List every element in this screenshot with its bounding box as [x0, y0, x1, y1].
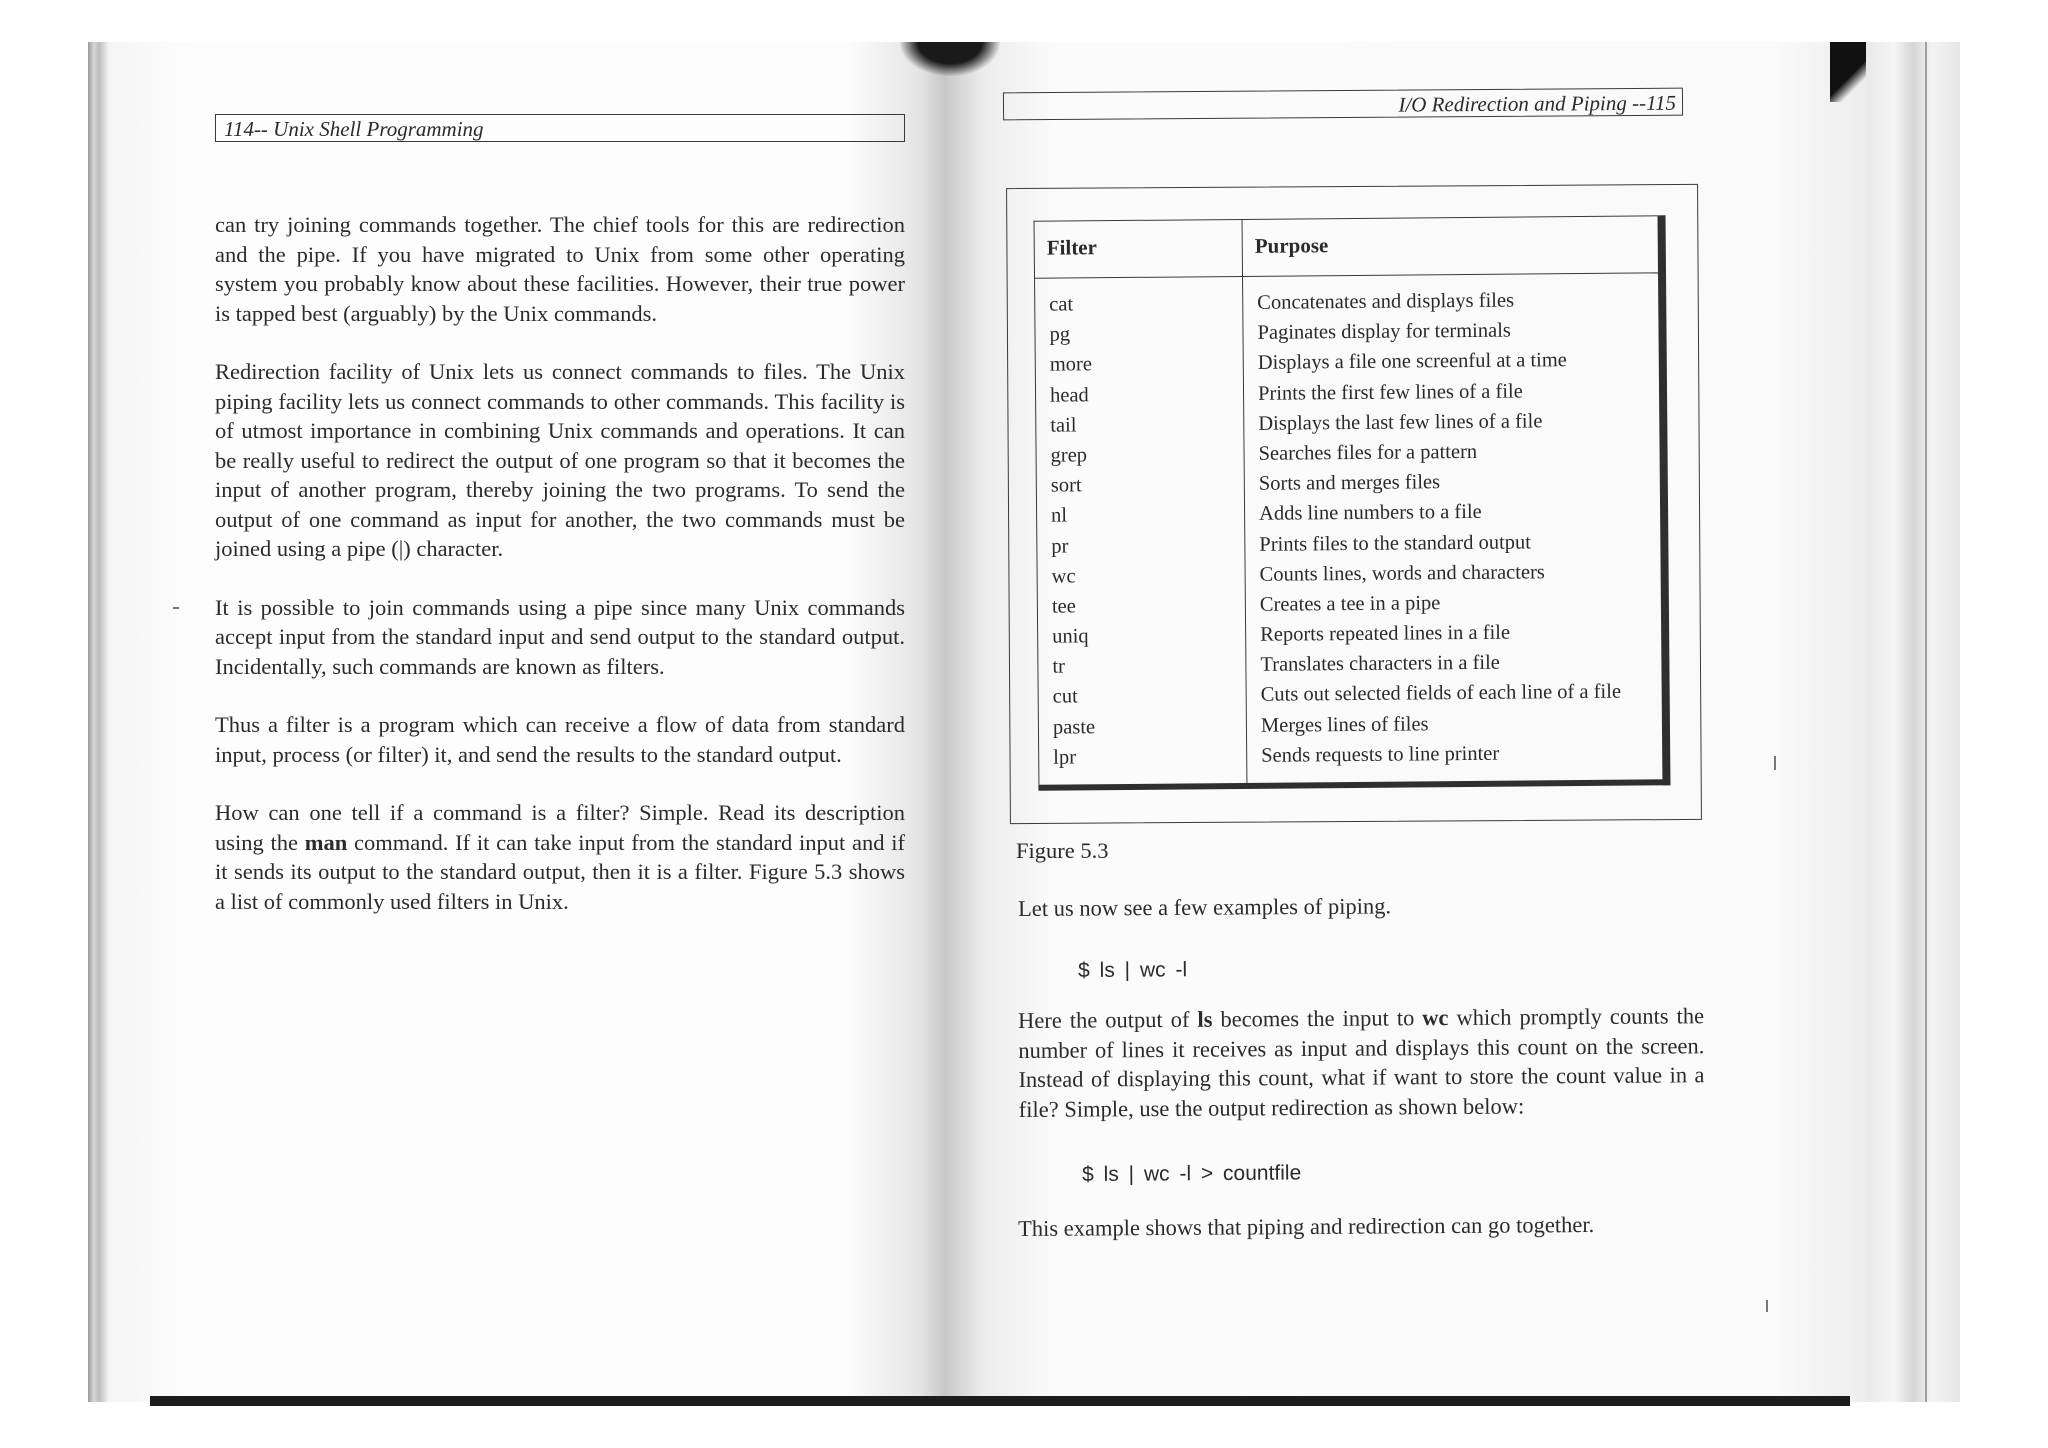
left-page-edge [88, 42, 108, 1402]
filter-name: cut [1052, 685, 1078, 709]
filter-purpose: Counts lines, words and characters [1259, 561, 1545, 586]
filter-name: grep [1050, 444, 1088, 467]
filter-name: tail [1050, 414, 1077, 437]
right-running-head: I/O Redirection and Piping --115 [1003, 88, 1683, 121]
paragraph-5 [215, 798, 905, 916]
filter-table [1034, 215, 1671, 790]
paragraph-3: It is possible to join commands using a pipe since many Unix commands accept input from the standard input and send output to the standard output. Incidentally, such commands are known as filters. [215, 594, 905, 679]
filter-purpose: Reports repeated lines in a file [1260, 621, 1511, 646]
command-example-1: $ ls | wc -l [1078, 958, 1188, 982]
scan-speck [173, 607, 179, 609]
paragraph-5-text-b: command. If it can take input from the standard input and if it sends its output to the standard output, then it is a filter. Figure 5.3 shows a list of commonly used filters in Unix. [215, 829, 905, 914]
filter-purpose: Prints the first few lines of a file [1257, 380, 1523, 405]
filter-purpose: Displays a file one screenful at a time [1257, 349, 1567, 375]
filter-name: tee [1051, 595, 1076, 618]
filter-purpose: Searches files for a pattern [1258, 440, 1478, 465]
filter-purpose: Concatenates and displays files [1257, 289, 1515, 314]
filter-name: pg [1049, 323, 1071, 346]
filter-name: lpr [1053, 746, 1077, 769]
scan-speck [1766, 1300, 1768, 1312]
command-example-2: $ ls | wc -l > countfile [1082, 1161, 1302, 1186]
man-command-bold: man [304, 829, 348, 855]
left-page-body [215, 210, 905, 945]
paragraph-4: Thus a filter is a program which can receive a flow of data from standard input, process (or filter) it, and send the results to the standard output. [215, 712, 905, 767]
filter-name: paste [1052, 715, 1096, 739]
filter-purpose: Merges lines of files [1260, 712, 1429, 737]
filter-name: wc [1051, 565, 1076, 588]
filter-purpose: Cuts out selected fields of each line of a file [1260, 681, 1622, 707]
filter-name: tr [1052, 655, 1066, 678]
left-running-head: 114-- Unix Shell Programming [215, 114, 905, 142]
figure-caption: Figure 5.3 [1016, 838, 1109, 863]
wc-bold: wc [1422, 1004, 1449, 1031]
filter-name: cat [1049, 293, 1074, 316]
filter-purpose: Displays the last few lines of a file [1258, 410, 1543, 435]
filter-name: more [1049, 353, 1093, 377]
filter-purpose: Translates characters in a file [1260, 651, 1500, 677]
scan-speck [1774, 756, 1776, 770]
book-spine-shadow [900, 42, 1000, 76]
table-header-purpose: Purpose [1254, 233, 1329, 258]
filter-name: sort [1050, 474, 1082, 497]
piping-explanation [1018, 1001, 1705, 1124]
right-page-stack [1866, 42, 1960, 1402]
filter-purpose: Adds line numbers to a file [1258, 501, 1482, 526]
paragraph-2: Redirection facility of Unix lets us connect commands to files. The Unix piping facility lets us connect commands to other commands. This facility is of utmost importance in combining Unix commands and operations. It can be really useful to redirect the output of one program so that it becomes the input of another program, thereby joining the two programs. To send the output of one command as input for another, the two commands must be joined using a pipe (|) character. [215, 359, 905, 561]
table-body [1035, 284, 1662, 772]
table-row [1039, 737, 1662, 773]
ls-bold: ls [1197, 1006, 1213, 1032]
explanation-text-b: becomes the input to [1212, 1005, 1423, 1032]
filter-purpose: Paginates display for terminals [1257, 319, 1511, 345]
filter-name: nl [1051, 504, 1068, 527]
table-header-filter: Filter [1046, 235, 1098, 260]
explanation-text-c: which promptly counts the number of lines it receives as input and displays this count on the screen. Instead of displaying this count, what if want to store the count value in a file? Simple, use the output redirection as shown below: [1018, 1003, 1705, 1122]
filter-purpose: Prints files to the standard output [1259, 530, 1532, 556]
paragraph-1: can try joining commands together. The chief tools for this are redirection and the pipe. If you have migrated to Unix from some other operating system you probably know about these facilities. However, their true power is tapped best (arguably) by the Unix commands. [215, 212, 905, 326]
closing-sentence: This example shows that piping and redirection can go together. [1018, 1211, 1595, 1241]
filter-name: pr [1051, 534, 1069, 558]
filter-name: uniq [1052, 625, 1089, 648]
filter-name: head [1049, 383, 1089, 407]
explanation-text-a: Here the output of [1018, 1006, 1198, 1033]
right-page-stack-line [1925, 42, 1927, 1402]
bottom-shadow [150, 1396, 1850, 1406]
filter-purpose: Creates a tee in a pipe [1259, 592, 1441, 616]
piping-intro: Let us now see a few examples of piping. [1018, 893, 1392, 921]
paragraph-5-text-a: How can one tell if a command is a filter? Simple. Read its description using the [215, 800, 905, 855]
filter-purpose: Sorts and merges files [1258, 471, 1441, 495]
filter-purpose: Sends requests to line printer [1261, 742, 1500, 767]
table-header-divider [1035, 272, 1658, 279]
